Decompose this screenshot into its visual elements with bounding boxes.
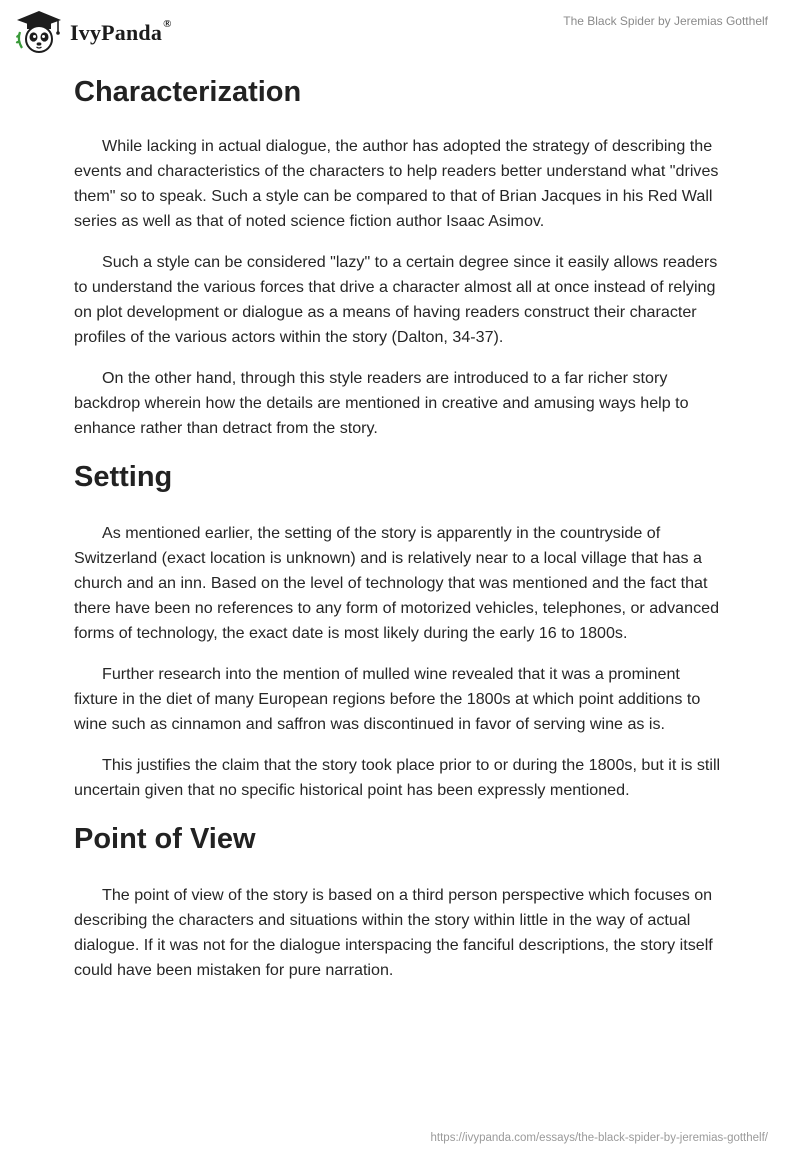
essay-content (74, 70, 726, 999)
paragraph: While lacking in actual dialogue, the author has adopted the strategy of describing the events and characteristics of the characters to help readers better understand what "drives them" so to speak. Such a style can be compared to that of Brian Jacques in his Red Wall series as well as that of noted science fiction author Isaac Asimov. (74, 137, 719, 230)
section-heading-setting: Setting (74, 461, 173, 493)
panda-graduate-icon (14, 8, 64, 58)
source-url[interactable]: https://ivypanda.com/essays/the-black-spider-by-jeremias-gotthelf/ (430, 1132, 768, 1144)
paragraph: Such a style can be considered "lazy" to a certain degree since it easily allows readers to understand the various forces that drive a character almost all at once instead of relying on plot development or dialogue as a means of having readers construct their character profiles of the various actors within the story (Dalton, 34-37). (74, 253, 718, 346)
ivypanda-logo[interactable] (14, 8, 172, 58)
section-heading-characterization: Characterization (74, 76, 302, 108)
paragraph: This justifies the claim that the story took place prior to or during the 1800s, but it is still uncertain given that no specific historical point has been expressly mentioned. (74, 756, 721, 799)
paragraph: On the other hand, through this style readers are introduced to a far richer story backdrop wherein how the details are mentioned in creative and amusing ways help to enhance rather than detract from the story. (74, 369, 689, 437)
logo-text: IvyPanda® (70, 18, 172, 45)
paragraph: Further research into the mention of mulled wine revealed that it was a prominent fixture in the diet of many European regions before the 1800s at which point additions to wine such as cinnamon and saffron was discontinued in favor of serving wine as is. (74, 665, 701, 733)
paragraph: The point of view of the story is based on a third person perspective which focuses on describing the characters and situations within the story within little in the way of actual dialogue. If it was not for the dialogue interspacing the fanciful descriptions, the story itself could have been mistaken for pure narration. (74, 886, 713, 979)
document-title: The Black Spider by Jeremias Gotthelf (563, 14, 768, 28)
section-heading-point-of-view: Point of View (74, 823, 256, 855)
paragraph: As mentioned earlier, the setting of the story is apparently in the countryside of Switzerland (exact location is unknown) and is relatively near to a local village that has a church and an inn. Based on the level of technology that was mentioned and the fact that there have been no references to any form of motorized vehicles, telephones, or advanced forms of technology, the exact date is most likely during the early 16 to 1800s. (74, 524, 720, 642)
page-header (0, 0, 800, 60)
